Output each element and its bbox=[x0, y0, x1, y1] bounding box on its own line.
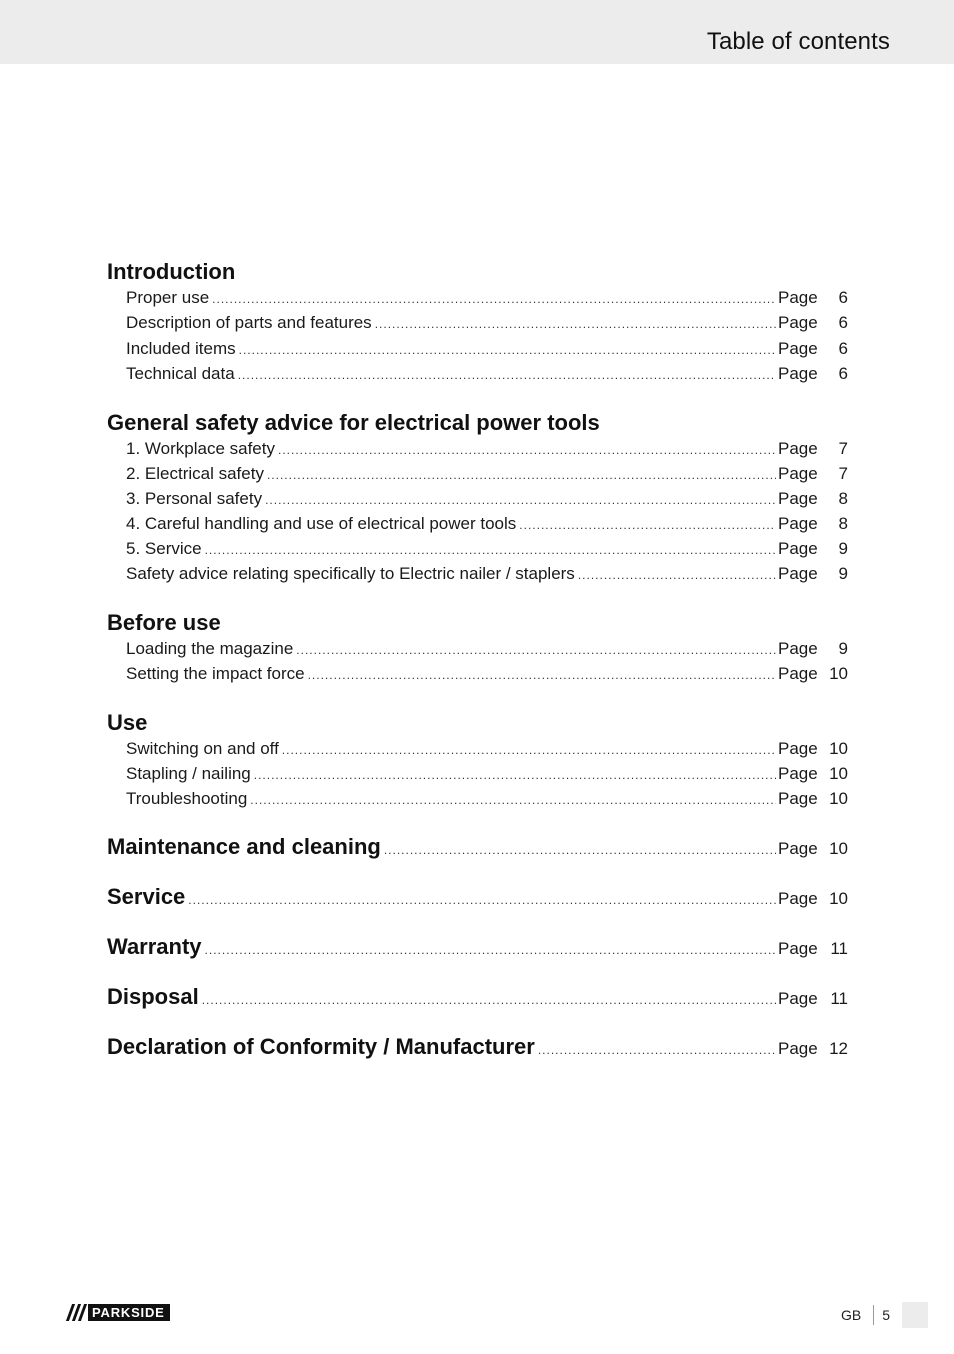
page-word: Page bbox=[778, 489, 818, 508]
toc-entry-label: Description of parts and features bbox=[126, 313, 372, 332]
page-number: 7 bbox=[838, 439, 848, 458]
toc-entry[interactable] bbox=[126, 539, 848, 563]
toc-entry-label: Troubleshooting bbox=[126, 789, 248, 808]
page-word: Page bbox=[778, 664, 818, 683]
leader-dots bbox=[578, 568, 776, 582]
toc-entry-label: Warranty bbox=[107, 934, 202, 959]
page-word: Page bbox=[778, 564, 818, 583]
leader-dots bbox=[384, 843, 776, 857]
page-number: 10 bbox=[829, 664, 848, 683]
page-number: 12 bbox=[829, 1039, 848, 1058]
toc-entry-label: 1. Workplace safety bbox=[126, 439, 275, 458]
toc-entry-maintenance[interactable] bbox=[107, 834, 848, 864]
page-word: Page bbox=[778, 514, 818, 533]
leader-dots bbox=[265, 493, 776, 507]
leader-dots bbox=[254, 768, 776, 782]
toc-entry[interactable] bbox=[126, 364, 848, 388]
leader-dots bbox=[205, 943, 776, 957]
page-word: Page bbox=[778, 789, 818, 808]
toc-entry[interactable] bbox=[126, 489, 848, 513]
toc-entry-declaration[interactable] bbox=[107, 1034, 848, 1064]
page-word: Page bbox=[778, 839, 818, 858]
toc-entry-label: Maintenance and cleaning bbox=[107, 834, 381, 859]
leader-dots bbox=[375, 317, 776, 331]
toc-entry-disposal[interactable] bbox=[107, 984, 848, 1014]
toc-entry[interactable] bbox=[126, 439, 848, 463]
toc-entry[interactable] bbox=[126, 514, 848, 538]
toc-entry[interactable] bbox=[126, 313, 848, 337]
toc-entry-label: Switching on and off bbox=[126, 739, 279, 758]
toc-entry[interactable] bbox=[126, 288, 848, 312]
leader-dots bbox=[519, 518, 776, 532]
toc-entry-label: 2. Electrical safety bbox=[126, 464, 264, 483]
page-number: 9 bbox=[838, 539, 848, 558]
page-number: 8 bbox=[838, 514, 848, 533]
leader-dots bbox=[239, 343, 776, 357]
leader-dots bbox=[238, 368, 776, 382]
brand-logo bbox=[66, 1304, 170, 1321]
page-word: Page bbox=[778, 989, 818, 1008]
page-number: 6 bbox=[838, 339, 848, 358]
toc-entry-label: Included items bbox=[126, 339, 236, 358]
leader-dots bbox=[205, 543, 776, 557]
leader-dots bbox=[308, 668, 776, 682]
page-number: 10 bbox=[829, 739, 848, 758]
toc-entry-label: Service bbox=[107, 884, 186, 909]
page-number-footer: 5 bbox=[882, 1307, 890, 1323]
toc-entry-label: Setting the impact force bbox=[126, 664, 305, 683]
leader-dots bbox=[296, 643, 776, 657]
section-heading-general-safety: General safety advice for electrical power tools bbox=[107, 410, 600, 435]
page-number: 9 bbox=[838, 564, 848, 583]
language-code: GB bbox=[840, 1307, 862, 1323]
page-header bbox=[0, 0, 954, 64]
page-number: 6 bbox=[838, 313, 848, 332]
toc-entry[interactable] bbox=[126, 739, 848, 763]
page-word: Page bbox=[778, 1039, 818, 1058]
page-number: 10 bbox=[829, 764, 848, 783]
toc-entry-label: Technical data bbox=[126, 364, 235, 383]
logo-slashes-icon bbox=[66, 1304, 88, 1321]
toc-entry[interactable] bbox=[126, 564, 848, 588]
toc-entry-warranty[interactable] bbox=[107, 934, 848, 964]
page-word: Page bbox=[778, 339, 818, 358]
page-word: Page bbox=[778, 639, 818, 658]
leader-dots bbox=[267, 468, 776, 482]
leader-dots bbox=[278, 443, 776, 457]
page-footer bbox=[841, 1302, 954, 1328]
toc-entry[interactable] bbox=[126, 639, 848, 663]
page-word: Page bbox=[778, 539, 818, 558]
toc-entry[interactable] bbox=[126, 764, 848, 788]
page-word: Page bbox=[778, 939, 818, 958]
leader-dots bbox=[212, 292, 776, 306]
page-number: 7 bbox=[838, 464, 848, 483]
page-number: 9 bbox=[838, 639, 848, 658]
logo-text: PARKSIDE bbox=[88, 1304, 170, 1321]
page-number: 8 bbox=[838, 489, 848, 508]
page-tab-marker bbox=[902, 1302, 928, 1328]
toc-entry-service[interactable] bbox=[107, 884, 848, 914]
page-word: Page bbox=[778, 313, 818, 332]
footer-divider bbox=[873, 1305, 874, 1325]
leader-dots bbox=[202, 993, 776, 1007]
leader-dots bbox=[538, 1043, 776, 1057]
toc-entry-label: Disposal bbox=[107, 984, 199, 1009]
leader-dots bbox=[282, 743, 776, 757]
page-title: Table of contents bbox=[706, 28, 890, 55]
page-number: 10 bbox=[829, 839, 848, 858]
toc-entry[interactable] bbox=[126, 464, 848, 488]
toc-entry-label: 4. Careful handling and use of electrical power tools bbox=[126, 514, 517, 533]
page-number: 10 bbox=[829, 889, 848, 908]
toc-entry-label: Declaration of Conformity / Manufacturer bbox=[107, 1034, 535, 1059]
page-number: 6 bbox=[838, 288, 848, 307]
page-word: Page bbox=[778, 288, 818, 307]
section-heading-use: Use bbox=[107, 710, 148, 735]
page-word: Page bbox=[778, 464, 818, 483]
page-word: Page bbox=[778, 889, 818, 908]
page-word: Page bbox=[778, 739, 818, 758]
toc-entry[interactable] bbox=[126, 339, 848, 363]
section-heading-before-use: Before use bbox=[107, 610, 221, 635]
page-number: 6 bbox=[838, 364, 848, 383]
page-word: Page bbox=[778, 364, 818, 383]
page-word: Page bbox=[778, 764, 818, 783]
section-heading-introduction: Introduction bbox=[107, 259, 236, 284]
toc-entry[interactable] bbox=[126, 789, 848, 813]
leader-dots bbox=[188, 893, 776, 907]
toc-entry-label: 3. Personal safety bbox=[126, 489, 263, 508]
page-number: 10 bbox=[829, 789, 848, 808]
page-number: 11 bbox=[830, 939, 848, 958]
toc-entry-label: Proper use bbox=[126, 288, 210, 307]
toc-entry-label: 5. Service bbox=[126, 539, 202, 558]
toc-entry[interactable] bbox=[126, 664, 848, 688]
page-number: 11 bbox=[830, 989, 848, 1008]
toc-entry-label: Stapling / nailing bbox=[126, 764, 251, 783]
toc-entry-label: Loading the magazine bbox=[126, 639, 294, 658]
leader-dots bbox=[250, 793, 776, 807]
page-word: Page bbox=[778, 439, 818, 458]
toc-entry-label: Safety advice relating specifically to Electric nailer / staplers bbox=[126, 564, 575, 583]
